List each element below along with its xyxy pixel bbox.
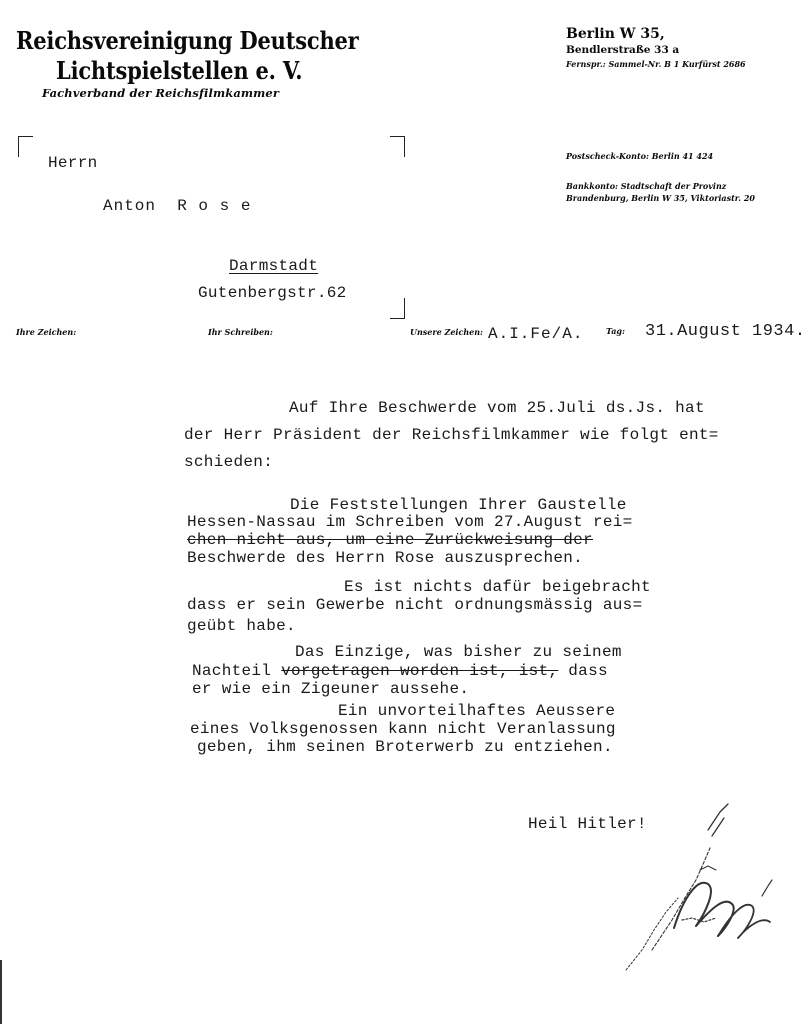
decision-line6: dass er sein Gewerbe nicht ordnungsmässig aus= [187, 596, 643, 614]
letter-date: 31.August 1934. [645, 322, 806, 341]
decision-line7: geübt habe. [187, 617, 296, 635]
decision-line8: Das Einzige, was bisher zu seinem [295, 643, 622, 661]
decision-line13: geben, ihm seinen Broterwerb zu entziehen. [197, 738, 613, 756]
recipient-street: Gutenbergstr.62 [198, 284, 347, 302]
our-reference-value: A.I.Fe/A. [488, 325, 584, 343]
decision-line2: Hessen-Nassau im Schreiben vom 27.August rei= [187, 513, 633, 531]
recipient-name: Anton R o s e [103, 197, 252, 215]
body-paragraph1-line2: der Herr Präsident der Reichsfilmkammer wie folgt ent= [184, 426, 719, 444]
decision-line10: er wie ein Zigeuner aussehe. [192, 680, 470, 698]
decision-line4: Beschwerde des Herrn Rose auszusprechen. [187, 549, 584, 567]
page-edge-line [0, 960, 2, 1024]
sender-city: Berlin W 35, [566, 26, 665, 42]
decision-line5: Es ist nichts dafür beigebracht [344, 578, 651, 596]
address-window-corner-bottom-right [390, 298, 405, 319]
decision-line12: eines Volksgenossen kann nicht Veranlassung [190, 720, 616, 738]
our-reference-label: Unsere Zeichen: [410, 327, 483, 337]
sender-phone: Fernspr.: Sammel-Nr. B 1 Kurfürst 2686 [566, 59, 746, 69]
handwritten-signature-icon [612, 800, 782, 975]
address-window-corner-top-right [390, 136, 405, 157]
sender-street: Bendlerstraße 33 a [566, 44, 680, 56]
your-reference-label: Ihre Zeichen: [16, 327, 77, 337]
your-letter-label: Ihr Schreiben: [208, 327, 273, 337]
bank-account-line1: Bankkonto: Stadtschaft der Provinz [566, 181, 727, 191]
bank-account-line2: Brandenburg, Berlin W 35, Viktoriastr. 20 [566, 193, 755, 203]
address-window-corner-top-left [18, 136, 33, 157]
body-paragraph1-line3: schieden: [184, 453, 274, 471]
recipient-salutation: Herrn [48, 154, 98, 172]
org-subtitle: Fachverband der Reichsfilmkammer [42, 86, 279, 100]
decision-line1: Die Feststellungen Ihrer Gaustelle [290, 496, 627, 514]
recipient-city: Darmstadt [229, 257, 319, 275]
postcheck-account: Postscheck-Konto: Berlin 41 424 [566, 151, 714, 161]
org-name-line2: Lichtspielstellen e. V. [56, 56, 303, 85]
decision-line9-part1: Nachteil [192, 662, 282, 680]
org-name-line1: Reichsvereinigung Deutscher [16, 26, 359, 55]
decision-line9-part3: dass [558, 662, 608, 680]
body-paragraph1-line1: Auf Ihre Beschwerde vom 25.Juli ds.Js. hat [289, 399, 705, 417]
decision-line11: Ein unvorteilhaftes Aeussere [338, 702, 616, 720]
date-label: Tag: [606, 326, 625, 336]
decision-line9-struck: vorgetragen worden ist, ist, [281, 662, 559, 680]
closing-phrase: Heil Hitler! [528, 815, 647, 833]
decision-line3-struck: chen nicht aus, um eine Zurückweisung der [187, 531, 593, 549]
decision-line9 [192, 662, 608, 680]
